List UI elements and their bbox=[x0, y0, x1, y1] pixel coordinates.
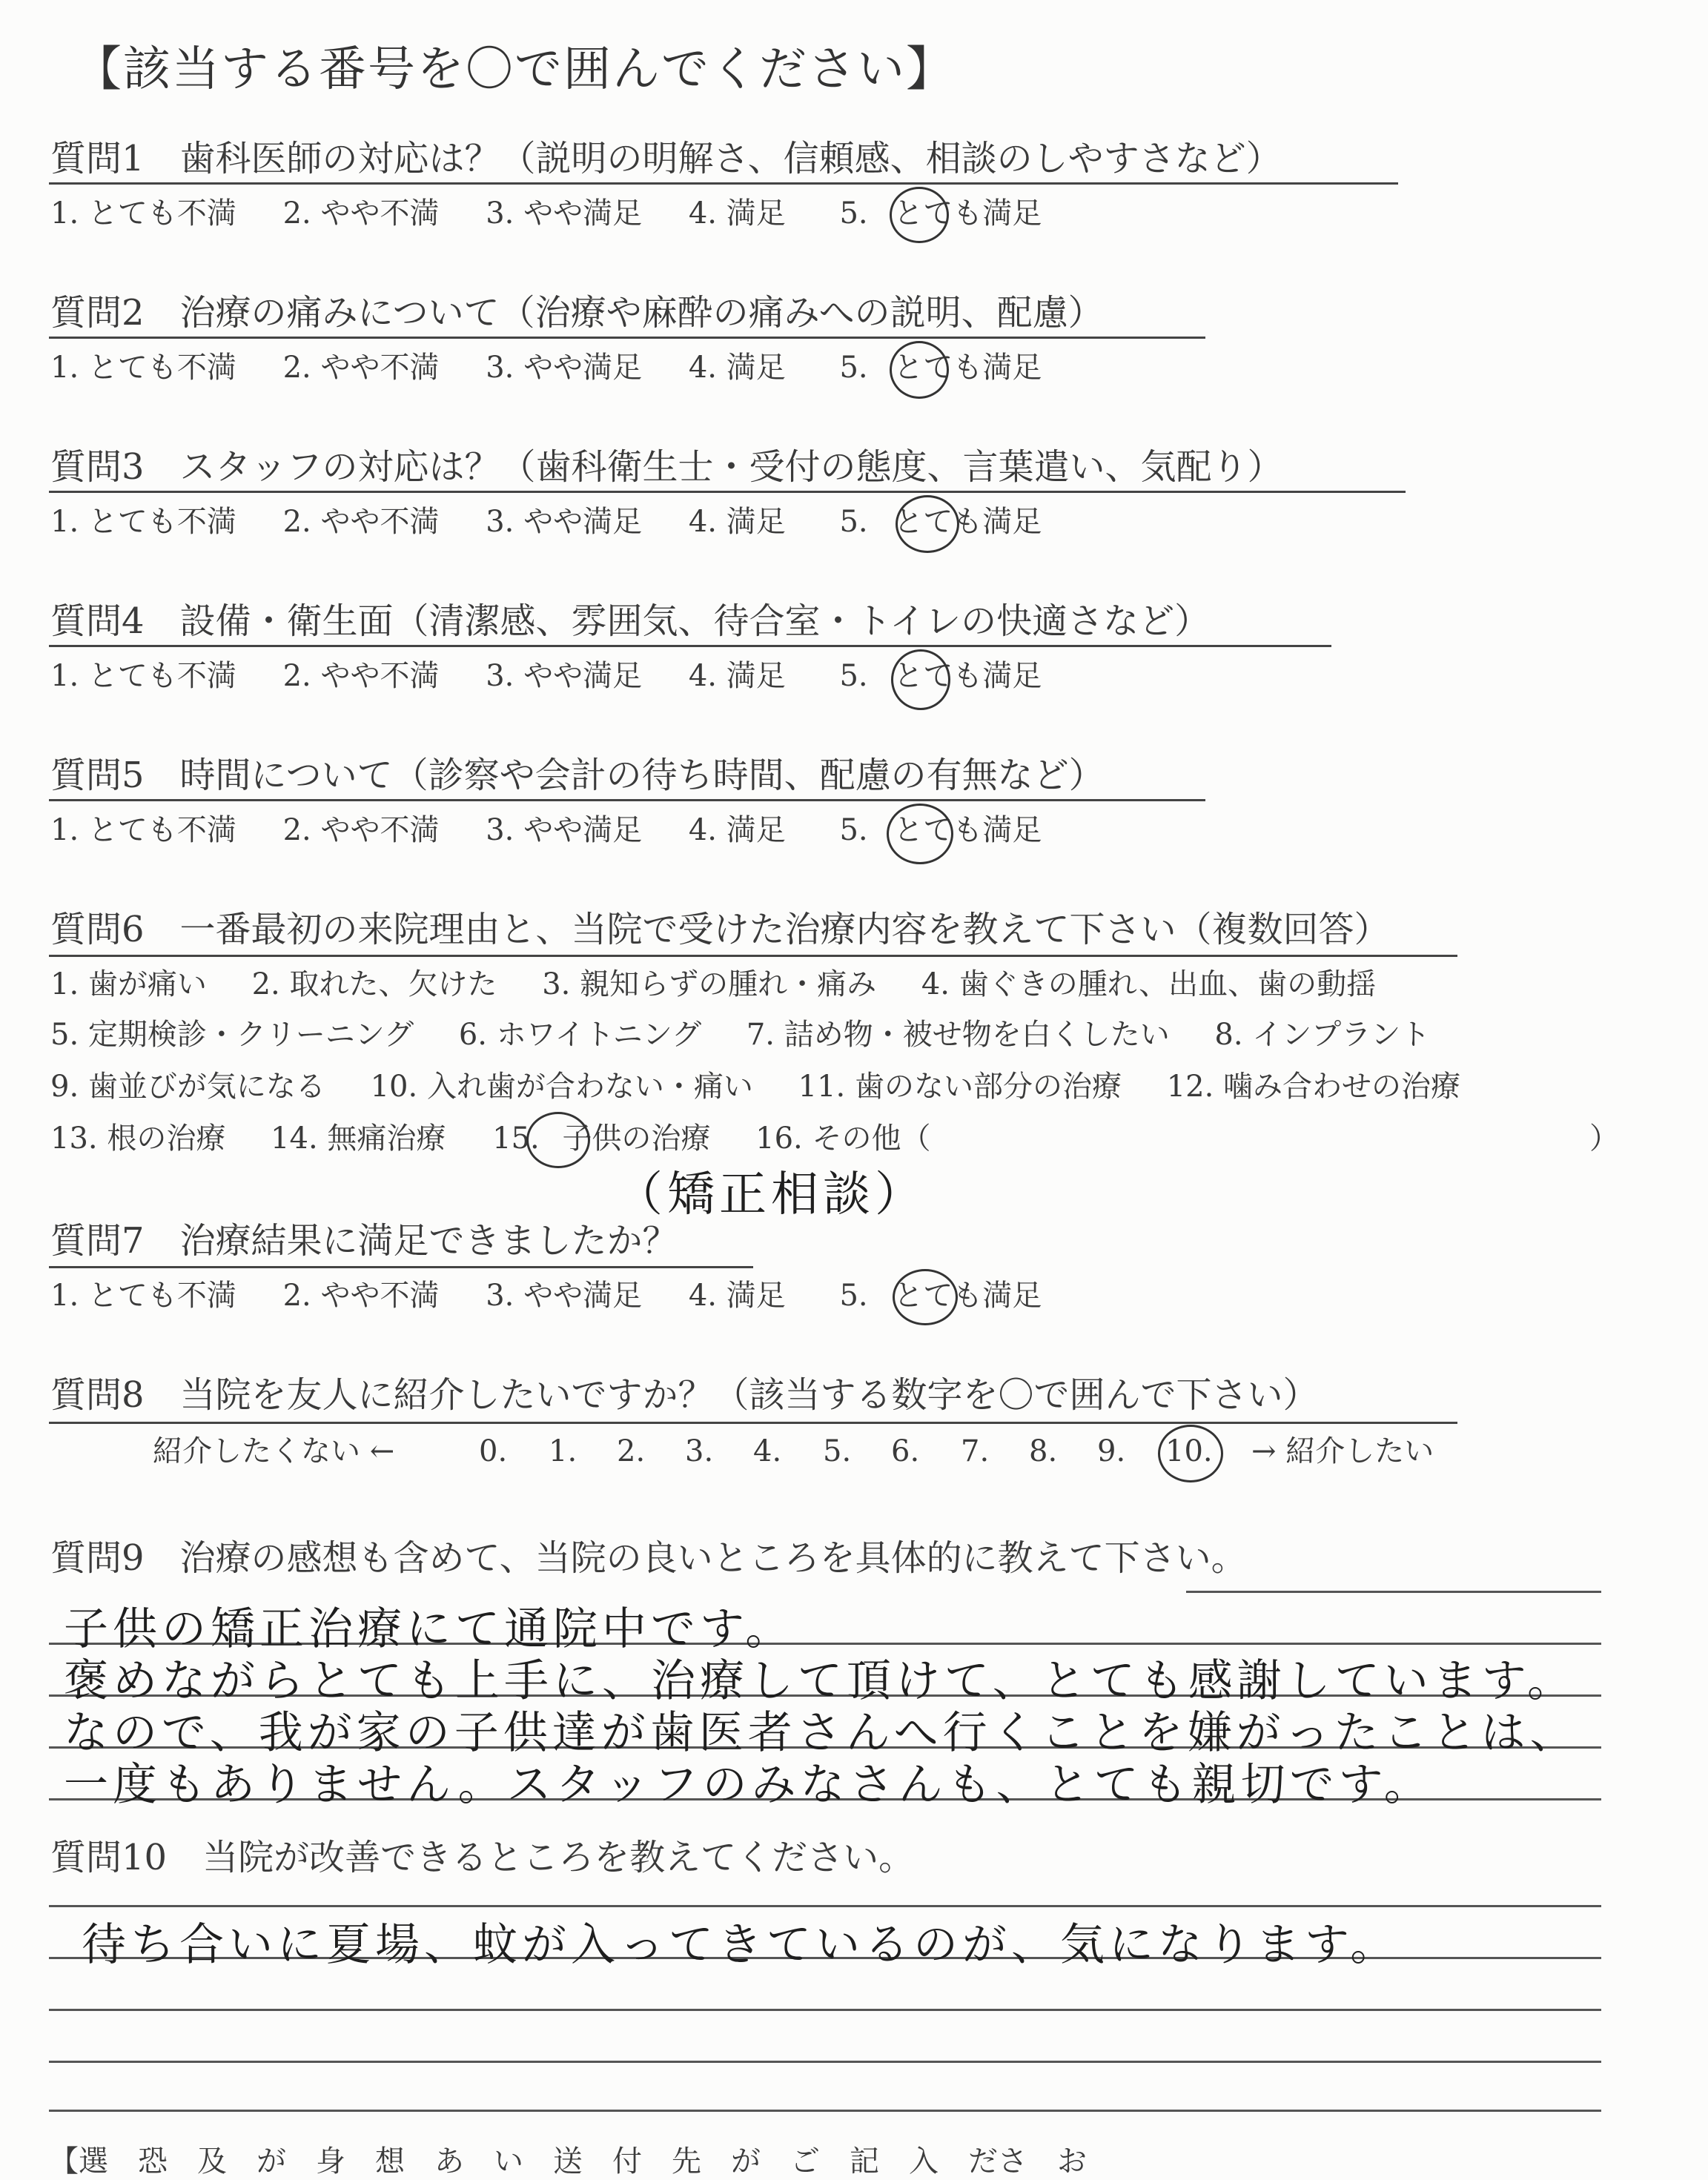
option-5-label[interactable]: とても満足 bbox=[893, 1279, 1042, 1313]
question-3-title: 質問3 スタッフの対応は？（歯科衛生士・受付の態度、言葉遣い、気配り） bbox=[50, 446, 1283, 488]
selection-circle bbox=[890, 341, 949, 399]
q8-number-4[interactable]: 4. bbox=[753, 1434, 782, 1468]
q6-option-1[interactable]: 1. 歯が痛い bbox=[50, 967, 207, 1001]
option-3[interactable]: 3. やや満足 bbox=[486, 351, 643, 385]
q8-number-8[interactable]: 8. bbox=[1029, 1434, 1058, 1468]
option-4[interactable]: 4. 満足 bbox=[688, 196, 786, 231]
option-2[interactable]: 2. やや不満 bbox=[282, 351, 440, 385]
option-1[interactable]: 1. とても不満 bbox=[50, 505, 236, 539]
question-9-title: 質問9 治療の感想も含めて、当院の良いところを具体的に教えて下さい。 bbox=[50, 1537, 1247, 1579]
question-4-underline bbox=[49, 645, 1331, 647]
option-4[interactable]: 4. 満足 bbox=[688, 505, 786, 539]
q6-option-10[interactable]: 10. 入れ歯が合わない・痛い bbox=[370, 1070, 753, 1104]
option-3[interactable]: 3. やや満足 bbox=[486, 813, 643, 847]
option-3[interactable]: 3. やや満足 bbox=[486, 659, 643, 693]
q6-other-close-paren: ） bbox=[1589, 1122, 1619, 1156]
option-5[interactable]: 5. bbox=[839, 1279, 868, 1313]
q6-option-14[interactable]: 14. 無痛治療 bbox=[271, 1122, 446, 1156]
question-8-underline bbox=[49, 1422, 1457, 1424]
option-5[interactable]: 5. bbox=[839, 505, 868, 539]
q6-row-2 bbox=[50, 1020, 1430, 1050]
q8-right-label: → 紹介したい bbox=[1251, 1434, 1434, 1468]
writing-rule bbox=[49, 1905, 1601, 1907]
selection-circle bbox=[891, 649, 950, 710]
q6-other-handwritten: （矯正相談） bbox=[615, 1167, 927, 1222]
option-3[interactable]: 3. やや満足 bbox=[486, 505, 643, 539]
q6-option-13[interactable]: 13. 根の治療 bbox=[50, 1122, 226, 1156]
option-5-label[interactable]: とても満足 bbox=[893, 659, 1042, 693]
q6-option-2[interactable]: 2. 取れた、欠けた bbox=[251, 967, 497, 1001]
selection-circle bbox=[893, 1269, 958, 1325]
question-7-title: 質問7 治療結果に満足できましたか？ bbox=[50, 1220, 678, 1262]
writing-rule bbox=[49, 2061, 1601, 2063]
q6-option-16[interactable]: 16. その他（ bbox=[755, 1122, 931, 1156]
q6-option-6[interactable]: 6. ホワイトニング bbox=[458, 1018, 702, 1052]
option-5[interactable]: 5. bbox=[839, 659, 868, 693]
option-4[interactable]: 4. 満足 bbox=[688, 659, 786, 693]
survey-heading: 【該当する番号を〇で囲んでください】 bbox=[74, 42, 955, 97]
q6-row-3 bbox=[50, 1070, 1461, 1104]
question-3-options bbox=[50, 507, 1042, 537]
q8-number-2[interactable]: 2. bbox=[617, 1434, 646, 1468]
option-5-label[interactable]: とても満足 bbox=[893, 196, 1042, 231]
question-2-title: 質問2 治療の痛みについて（治療や麻酔の痛みへの説明、配慮） bbox=[50, 292, 1104, 334]
option-1[interactable]: 1. とても不満 bbox=[50, 813, 236, 847]
question-8-title: 質問8 当院を友人に紹介したいですか？（該当する数字を〇で囲んで下さい） bbox=[50, 1374, 1319, 1416]
q8-number-3[interactable]: 3. bbox=[685, 1434, 714, 1468]
selection-circle bbox=[896, 495, 959, 553]
question-1-underline bbox=[49, 182, 1398, 185]
q8-number-7[interactable]: 7. bbox=[961, 1434, 990, 1468]
option-4[interactable]: 4. 満足 bbox=[688, 813, 786, 847]
q9-answer-line-2: 褒めながらとても上手に、治療して頂けて、とても感謝しています。 bbox=[64, 1655, 1576, 1707]
q8-number-9[interactable]: 9. bbox=[1097, 1434, 1126, 1468]
question-4-title: 質問4 設備・衛生面（清潔感、雰囲気、待合室・トイレの快適さなど） bbox=[50, 600, 1211, 642]
option-5[interactable]: 5. bbox=[839, 813, 868, 847]
question-6-underline bbox=[49, 955, 1457, 957]
q6-option-9[interactable]: 9. 歯並びが気になる bbox=[50, 1070, 325, 1104]
question-5-title: 質問5 時間について（診察や会計の待ち時間、配慮の有無など） bbox=[50, 755, 1105, 796]
q6-option-3[interactable]: 3. 親知らずの腫れ・痛み bbox=[542, 967, 877, 1001]
question-6-title: 質問6 一番最初の来院理由と、当院で受けた治療内容を教えて下さい（複数回答） bbox=[50, 909, 1390, 950]
q6-option-7[interactable]: 7. 詰め物・被せ物を白くしたい bbox=[746, 1018, 1170, 1052]
q6-option-4[interactable]: 4. 歯ぐきの腫れ、出血、歯の動揺 bbox=[921, 967, 1377, 1001]
option-3[interactable]: 3. やや満足 bbox=[486, 1279, 643, 1313]
q6-option-11[interactable]: 11. 歯のない部分の治療 bbox=[798, 1070, 1122, 1104]
selection-circle bbox=[526, 1112, 590, 1168]
option-2[interactable]: 2. やや不満 bbox=[282, 813, 440, 847]
option-1[interactable]: 1. とても不満 bbox=[50, 1279, 236, 1313]
q6-option-8[interactable]: 8. インプラント bbox=[1214, 1018, 1431, 1052]
option-4[interactable]: 4. 満足 bbox=[688, 351, 786, 385]
option-2[interactable]: 2. やや不満 bbox=[282, 1279, 440, 1313]
q6-option-12[interactable]: 12. 噛み合わせの治療 bbox=[1166, 1070, 1461, 1104]
option-4[interactable]: 4. 満足 bbox=[688, 1279, 786, 1313]
option-2[interactable]: 2. やや不満 bbox=[282, 196, 440, 231]
question-3-underline bbox=[49, 491, 1406, 493]
q8-left-label: 紹介したくない ← bbox=[153, 1434, 395, 1468]
q6-row-4 bbox=[50, 1122, 931, 1156]
q8-number-1[interactable]: 1. bbox=[549, 1434, 577, 1468]
option-5[interactable]: 5. bbox=[839, 351, 868, 385]
q10-answer-line-1: 待ち合いに夏場、蚊が入ってきているのが、気になります。 bbox=[82, 1919, 1400, 1971]
q6-option-15-label[interactable]: 子供の治療 bbox=[562, 1122, 711, 1156]
q6-row-1 bbox=[50, 967, 1377, 1001]
option-5-label[interactable]: とても満足 bbox=[893, 505, 1042, 539]
selection-circle bbox=[887, 804, 953, 864]
selection-circle bbox=[1158, 1425, 1223, 1482]
option-3[interactable]: 3. やや満足 bbox=[486, 196, 643, 231]
option-5[interactable]: 5. bbox=[839, 196, 868, 231]
option-1[interactable]: 1. とても不満 bbox=[50, 659, 236, 693]
option-2[interactable]: 2. やや不満 bbox=[282, 659, 440, 693]
question-1-title: 質問1 歯科医師の対応は？（説明の明解さ、信頼感、相談のしやすさなど） bbox=[50, 138, 1282, 179]
selection-circle bbox=[890, 187, 949, 243]
q9-first-rule bbox=[1186, 1591, 1601, 1593]
q8-number-10[interactable]: 10. bbox=[1165, 1434, 1213, 1468]
writing-rule bbox=[49, 2009, 1601, 2011]
q6-option-5[interactable]: 5. 定期検診・クリーニング bbox=[50, 1018, 414, 1052]
question-10-title: 質問10 当院が改善できるところを教えてください。 bbox=[50, 1837, 915, 1878]
option-5-label[interactable]: とても満足 bbox=[893, 813, 1042, 847]
question-2-underline bbox=[49, 337, 1205, 339]
q8-number-6[interactable]: 6. bbox=[891, 1434, 920, 1468]
q8-number-0[interactable]: 0. bbox=[479, 1434, 508, 1468]
footer-cutoff-text: 【選 恐 及 が 身 想 あ い 送 付 先 が ご 記 入 ださ お bbox=[49, 2144, 1087, 2179]
option-1[interactable]: 1. とても不満 bbox=[50, 196, 236, 231]
question-7-underline bbox=[49, 1266, 753, 1268]
option-1[interactable]: 1. とても不満 bbox=[50, 351, 236, 385]
question-5-underline bbox=[49, 799, 1205, 801]
q8-number-5[interactable]: 5. bbox=[823, 1434, 852, 1468]
option-2[interactable]: 2. やや不満 bbox=[282, 505, 440, 539]
writing-rule bbox=[49, 2110, 1601, 2112]
q9-answer-line-1: 子供の矯正治療にて通院中です。 bbox=[64, 1603, 795, 1655]
q6-option-15[interactable]: 15. bbox=[492, 1122, 540, 1156]
option-5-label[interactable]: とても満足 bbox=[893, 351, 1042, 385]
q9-answer-line-3: なので、我が家の子供達が歯医者さんへ行くことを嫌がったことは、 bbox=[64, 1707, 1579, 1759]
q9-answer-line-4: 一度もありません。スタッフのみなさんも、とても親切です。 bbox=[64, 1759, 1433, 1811]
